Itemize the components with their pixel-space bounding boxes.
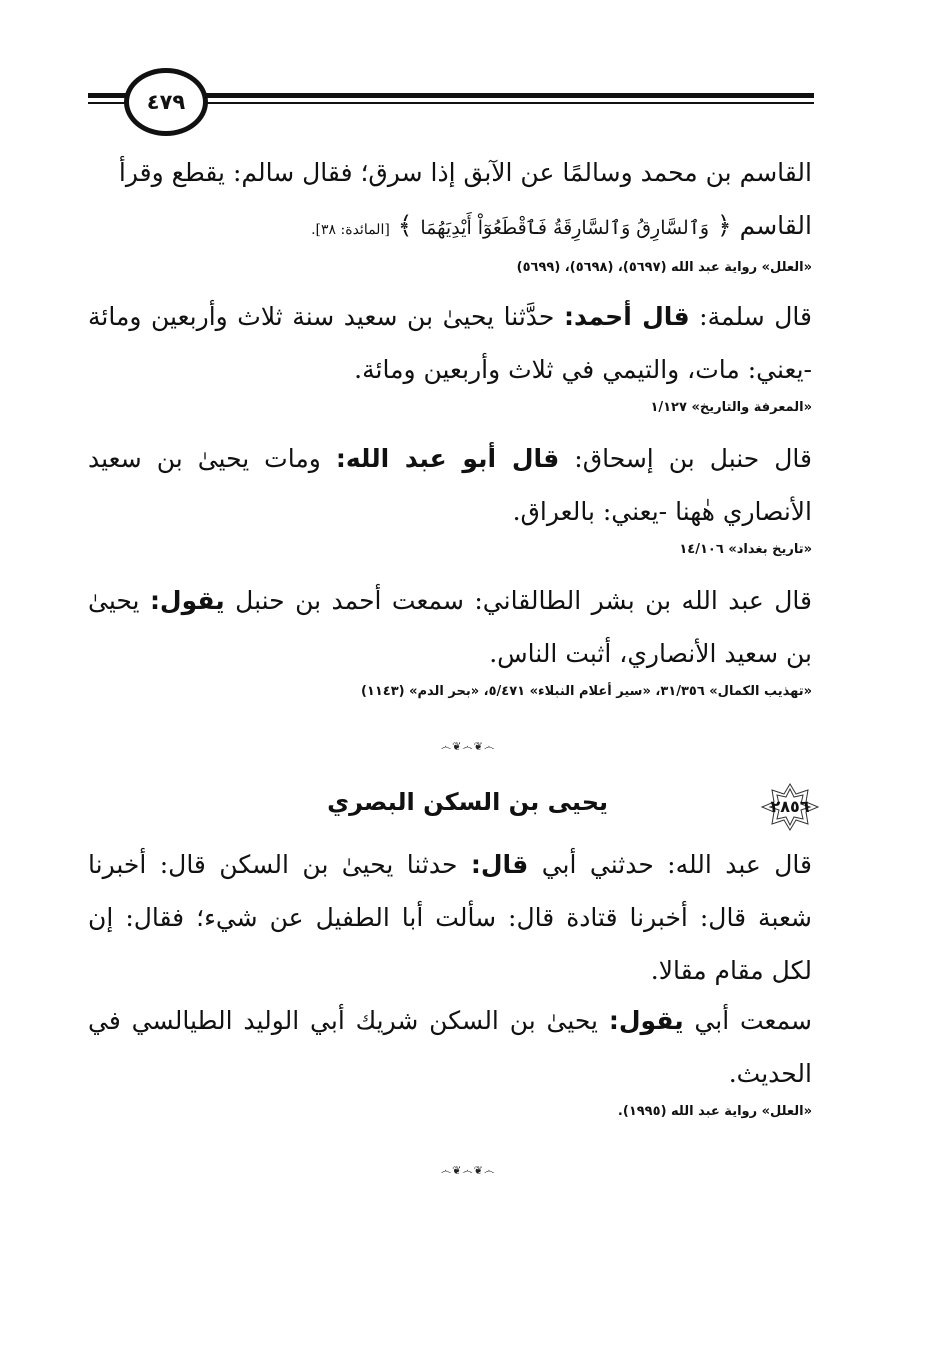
verse-reference: [المائدة: ٣٨]. bbox=[311, 222, 390, 238]
paragraph-2 bbox=[88, 290, 812, 396]
paragraph-1-line-2-suffix: ﴾ bbox=[397, 211, 413, 240]
entry-paragraph-1-prefix: قال عبد الله: حدثني أبي bbox=[541, 850, 812, 879]
entry-paragraph-2-bold: يقول: bbox=[608, 1006, 684, 1035]
paragraph-3-bold: قال أبو عبد الله: bbox=[335, 444, 560, 473]
entry-number-badge bbox=[760, 782, 820, 832]
entry-paragraph-1-text: حدثنا يحيىٰ بن السكن قال: أخبرنا شعبة قال: أخبرنا قتادة قال: سألت أبا الطفيل عن شيء؛ فقال: إن لكل مقام مقالا. bbox=[88, 850, 812, 985]
entry-source-citation: «العلل» رواية عبد الله (١٩٩٥). bbox=[617, 1104, 812, 1119]
paragraph-1-line-2-prefix: القاسم ﴿ bbox=[716, 211, 812, 240]
source-citation-3: «تاريخ بغداد» ١٤/١٠٦ bbox=[679, 542, 812, 557]
paragraph-3 bbox=[88, 432, 812, 538]
paragraph-2-bold: قال أحمد: bbox=[563, 302, 690, 331]
source-citation-2: «المعرفة والتاريخ» ١/١٢٧ bbox=[650, 400, 812, 415]
section-ornament-1: ෴❦෴❦෴ bbox=[440, 740, 496, 753]
source-citation-1: «العلل» رواية عبد الله (٥٦٩٧)، (٥٦٩٨)، (٥٦٩٩) bbox=[516, 260, 812, 275]
entry-title: يحيى بن السكن البصري bbox=[327, 788, 608, 816]
paragraph-4-prefix: قال عبد الله بن بشر الطالقاني: سمعت أحمد بن حنبل bbox=[235, 586, 812, 615]
paragraph-4-text: يحيىٰ بن سعيد الأنصاري، أثبت الناس. bbox=[88, 586, 812, 668]
quran-verse: وَٱلسَّارِقُ وَٱلسَّارِقَةُ فَٱقْطَعُوٓاْ أَيْدِيَهُمَا bbox=[420, 217, 710, 239]
paragraph-3-text: ومات يحيىٰ بن سعيد الأنصاري هٰهنا -يعني: بالعراق. bbox=[88, 444, 812, 526]
entry-number: ٢٨٥٦ bbox=[770, 797, 810, 816]
entry-paragraph-2-prefix: سمعت أبي bbox=[694, 1006, 812, 1035]
entry-paragraph-2-text: يحيىٰ بن السكن شريك أبي الوليد الطيالسي في الحديث. bbox=[88, 1006, 812, 1088]
paragraph-1-line-2 bbox=[88, 199, 812, 257]
section-ornament-2: ෴❦෴❦෴ bbox=[440, 1164, 496, 1177]
paragraph-1-line-1: القاسم بن محمد وسالمًا عن الآبق إذا سرق؛ فقال سالم: يقطع وقرأ bbox=[118, 158, 812, 187]
entry-heading bbox=[300, 782, 820, 832]
paragraph-4 bbox=[88, 574, 812, 680]
paragraph-3-prefix: قال حنبل بن إسحاق: bbox=[574, 444, 812, 473]
entry-paragraph-1-bold: قال: bbox=[470, 850, 529, 879]
paragraph-1 bbox=[88, 146, 812, 257]
page-number: ٤٧٩ bbox=[124, 68, 208, 136]
paragraph-2-prefix: قال سلمة: bbox=[699, 302, 812, 331]
source-citation-4: «تهذيب الكمال» ٣١/٣٥٦، «سير أعلام النبلاء» ٥/٤٧١، «بحر الدم» (١١٤٣) bbox=[360, 684, 812, 699]
paragraph-4-bold: يقول: bbox=[149, 586, 225, 615]
paragraph-2-text: حدَّثنا يحيىٰ بن سعيد سنة ثلاث وأربعين ومائة -يعني: مات، والتيمي في ثلاث وأربعين ومائة. bbox=[88, 302, 812, 384]
page-header bbox=[88, 64, 814, 134]
entry-paragraph-2 bbox=[88, 994, 812, 1100]
entry-paragraph-1 bbox=[88, 838, 812, 997]
